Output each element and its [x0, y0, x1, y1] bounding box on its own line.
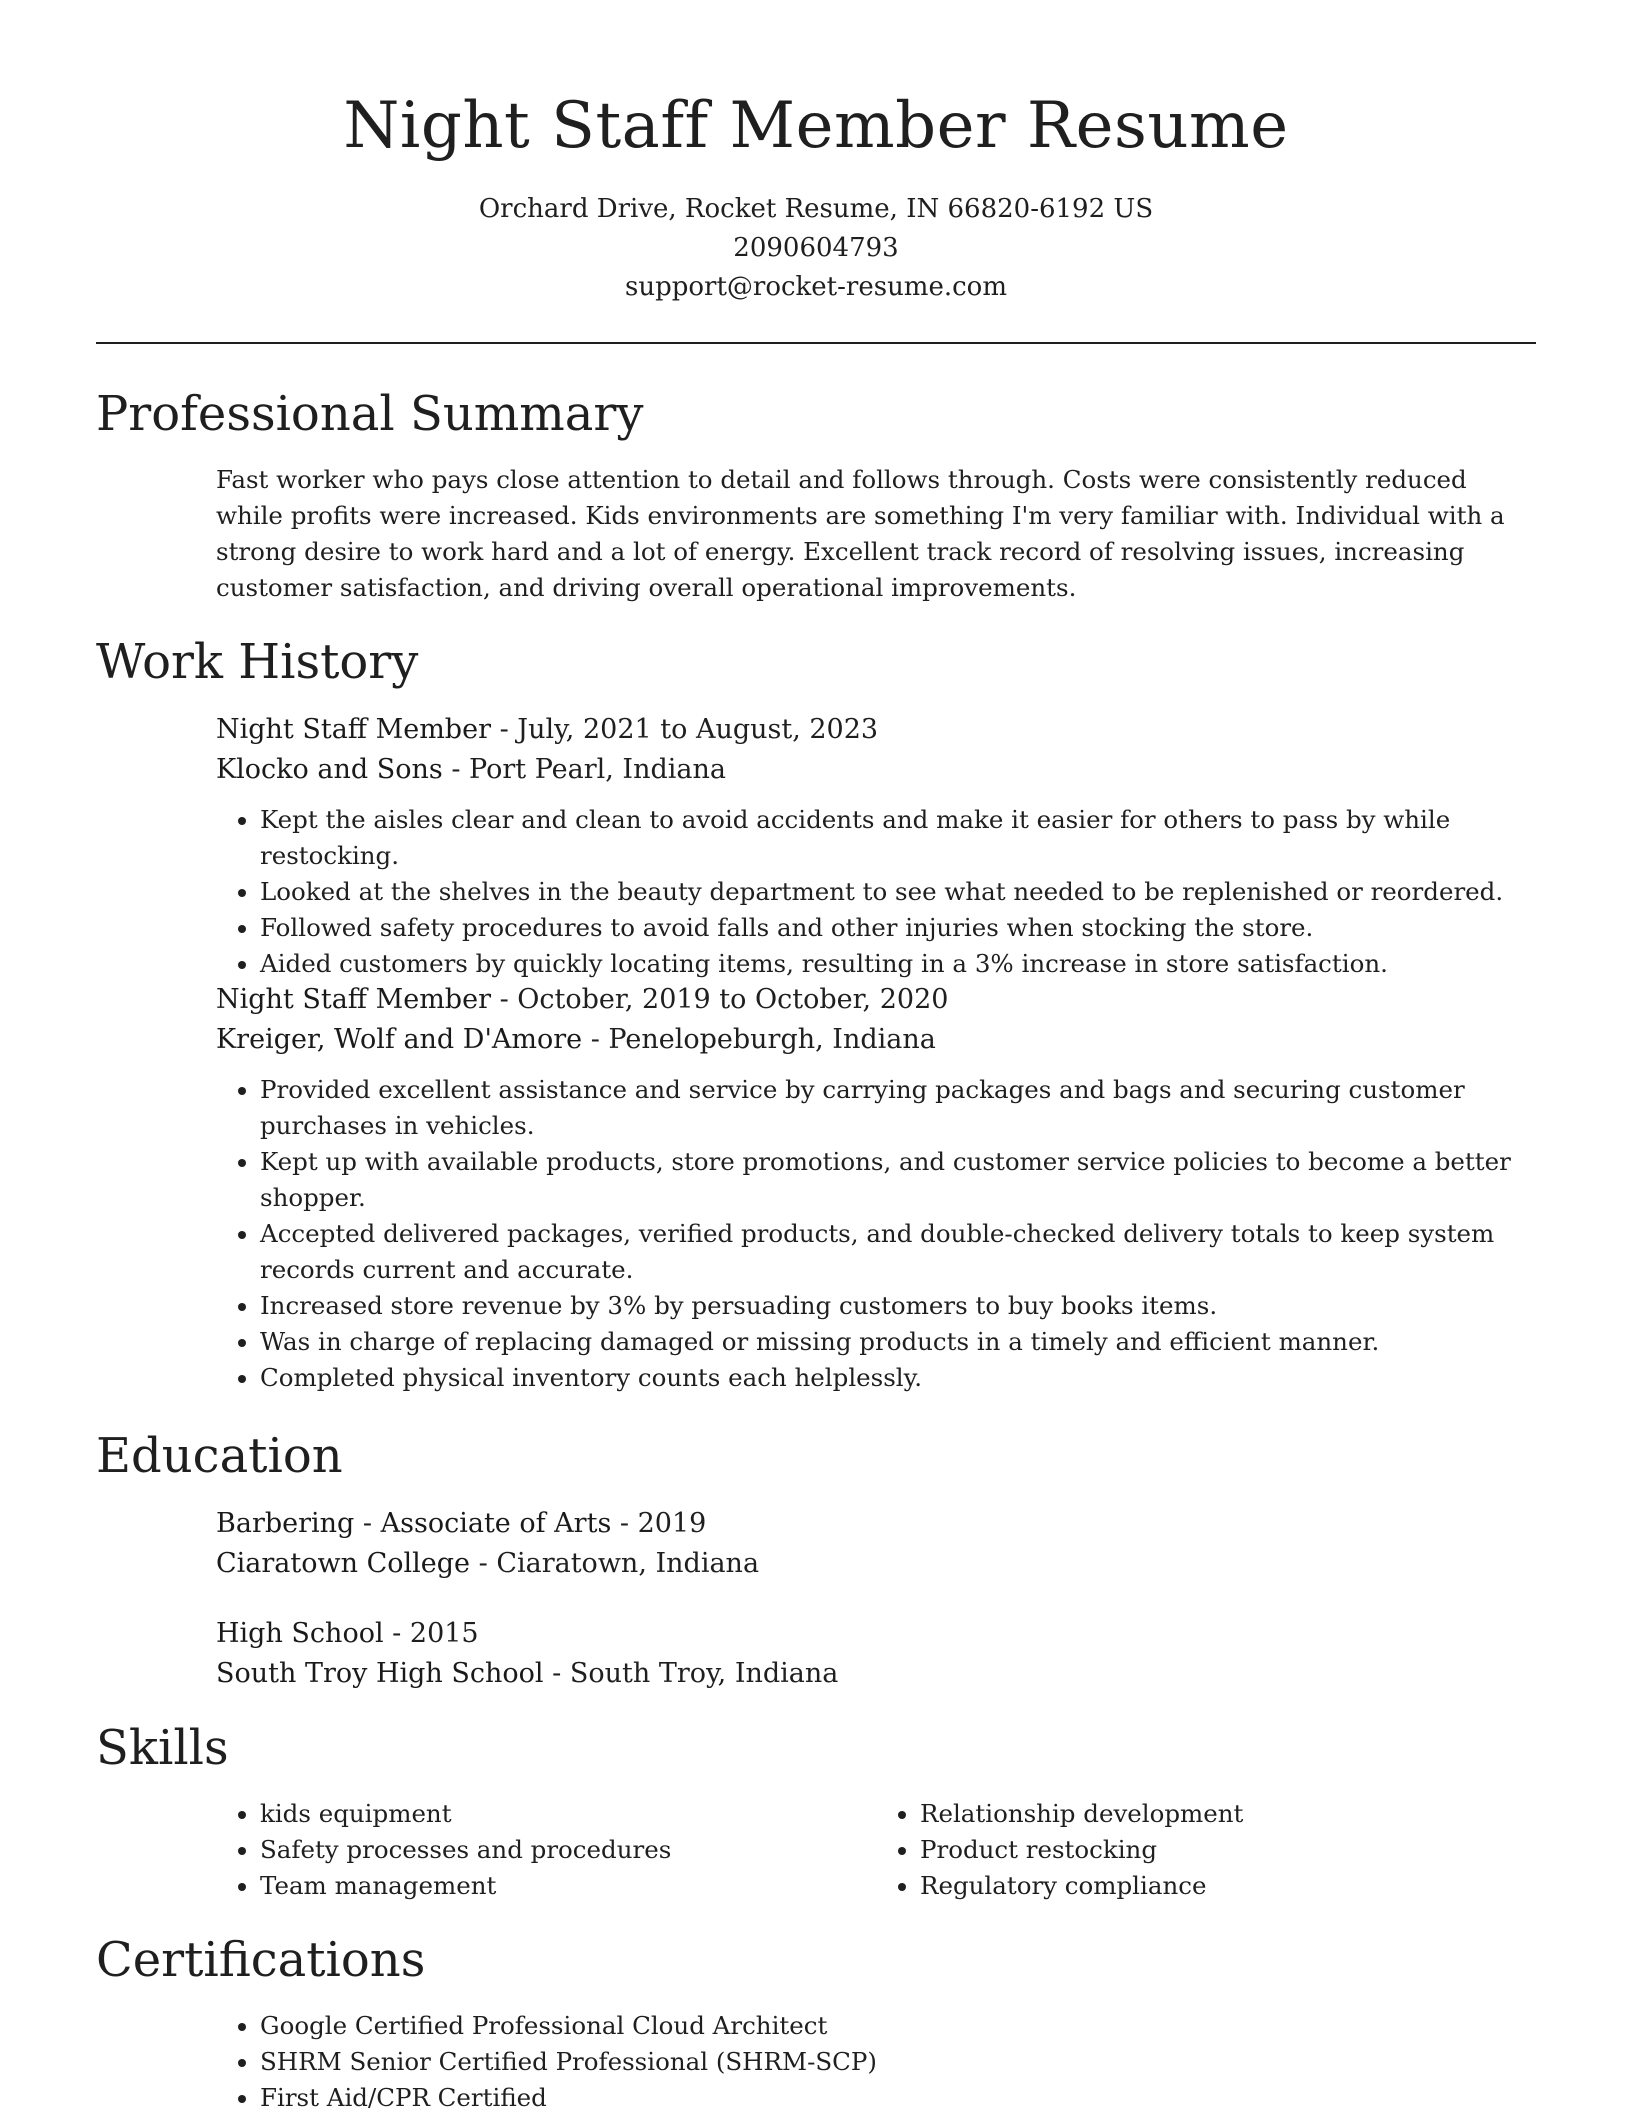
education-degree-line [216, 1504, 1536, 1544]
education-school: Ciaratown College [216, 1548, 471, 1579]
job-bullet: • Followed safety procedures to avoid falls and other injuries when stocking the store. [260, 910, 1536, 946]
certifications-heading: Certifications [96, 1932, 426, 1988]
resume-title: Night Staff Member Resume [343, 89, 1289, 163]
job-bullet: • Accepted delivered packages, verified products, and double-checked delivery totals to keep system records current and accurate. [260, 1216, 1536, 1288]
job-title-line [216, 980, 1536, 1020]
separator: - [611, 1508, 638, 1539]
job-company-line [216, 750, 1536, 790]
separator: - [442, 754, 470, 785]
education-field: High School [216, 1618, 384, 1649]
job-company-line [216, 1020, 1536, 1060]
skill-item: • Safety processes and procedures [260, 1832, 876, 1868]
job-company: Kreiger, Wolf and D'Amore [216, 1024, 583, 1055]
job-bullet: • Increased store revenue by 3% by persuading customers to buy books items. [260, 1288, 1536, 1324]
contact-info [96, 190, 1536, 307]
skills-columns [216, 1796, 1536, 1904]
work-history-heading: Work History [96, 634, 419, 690]
job-title: Night Staff Member [216, 984, 491, 1015]
skill-item: • kids equipment [260, 1796, 876, 1832]
job-title-line [216, 710, 1536, 750]
resume-header [96, 84, 1536, 307]
job-bullet: • Provided excellent assistance and service by carrying packages and bags and securing customer purchases in vehicles. [260, 1072, 1536, 1144]
skills-heading: Skills [96, 1720, 229, 1776]
education-degree: Associate of Arts [380, 1508, 612, 1539]
certifications-section [216, 2008, 1536, 2116]
job-location: Penelopeburgh, Indiana [608, 1024, 936, 1055]
skill-item: • Relationship development [920, 1796, 1536, 1832]
contact-email: support@rocket-resume.com [624, 272, 1007, 302]
job-bullet: • Looked at the shelves in the beauty department to see what needed to be replenished or reordered. [260, 874, 1536, 910]
header-divider [96, 342, 1536, 344]
separator: - [383, 1618, 410, 1649]
education-location: Ciaratown, Indiana [496, 1548, 760, 1579]
job-location: Port Pearl, Indiana [469, 754, 726, 785]
job-title: Night Staff Member [216, 714, 491, 745]
certification-item: • Google Certified Professional Cloud Architect [260, 2008, 1536, 2044]
education-entry [216, 1614, 1536, 1694]
education-heading: Education [96, 1428, 343, 1484]
education-school: South Troy High School [216, 1658, 544, 1689]
job-bullet: • Aided customers by quickly locating items, resulting in a 3% increase in store satisfaction. [260, 946, 1536, 982]
job-bullet: • Kept the aisles clear and clean to avoid accidents and make it easier for others to pass by while restocking. [260, 802, 1536, 874]
skills-list-left [216, 1796, 876, 1904]
skills-list-right [876, 1796, 1536, 1904]
job-bullet: • Was in charge of replacing damaged or missing products in a timely and efficient manner. [260, 1324, 1536, 1360]
job-entry [216, 980, 1536, 1396]
job-dates: July, 2021 to August, 2023 [517, 714, 879, 745]
separator: - [470, 1548, 497, 1579]
certifications-list [216, 2008, 1536, 2116]
education-school-line [216, 1654, 1536, 1694]
contact-address: Orchard Drive, Rocket Resume, IN 66820-6192 US [478, 194, 1154, 224]
job-bullets [216, 1072, 1536, 1396]
skills-section [216, 1796, 1536, 1904]
separator: - [490, 984, 518, 1015]
job-bullet: • Kept up with available products, store promotions, and customer service policies to become a better shopper. [260, 1144, 1536, 1216]
separator: - [543, 1658, 570, 1689]
job-company: Klocko and Sons [216, 754, 443, 785]
skill-item: • Product restocking [920, 1832, 1536, 1868]
certification-item: • SHRM Senior Certified Professional (SHRM-SCP) [260, 2044, 1536, 2080]
job-entry [216, 710, 1536, 982]
job-dates: October, 2019 to October, 2020 [517, 984, 949, 1015]
education-location: South Troy, Indiana [569, 1658, 839, 1689]
separator: - [582, 1024, 609, 1055]
skill-item: • Team management [260, 1868, 876, 1904]
education-entry [216, 1504, 1536, 1584]
contact-phone: 2090604793 [733, 233, 899, 263]
job-bullet: • Completed physical inventory counts each helplessly. [260, 1360, 1536, 1396]
job-bullets [216, 802, 1536, 982]
separator: - [354, 1508, 381, 1539]
summary-text: Fast worker who pays close attention to detail and follows through. Costs were consistently reduced while profits were increased. Kids environments are something I'm very familiar with. Individual with a strong desire to work hard and a lot of energy. Excellent track record of resolving issues, increasing customer satisfaction, and driving overall operational improvements. [216, 465, 1505, 602]
separator: - [490, 714, 518, 745]
education-degree-line [216, 1614, 1536, 1654]
education-field: Barbering [216, 1508, 355, 1539]
education-school-line [216, 1544, 1536, 1584]
summary-section [216, 462, 1536, 606]
education-year: 2015 [409, 1618, 479, 1649]
education-year: 2019 [637, 1508, 707, 1539]
certification-item: • First Aid/CPR Certified [260, 2080, 1536, 2116]
summary-heading: Professional Summary [96, 386, 644, 442]
skill-item: • Regulatory compliance [920, 1868, 1536, 1904]
